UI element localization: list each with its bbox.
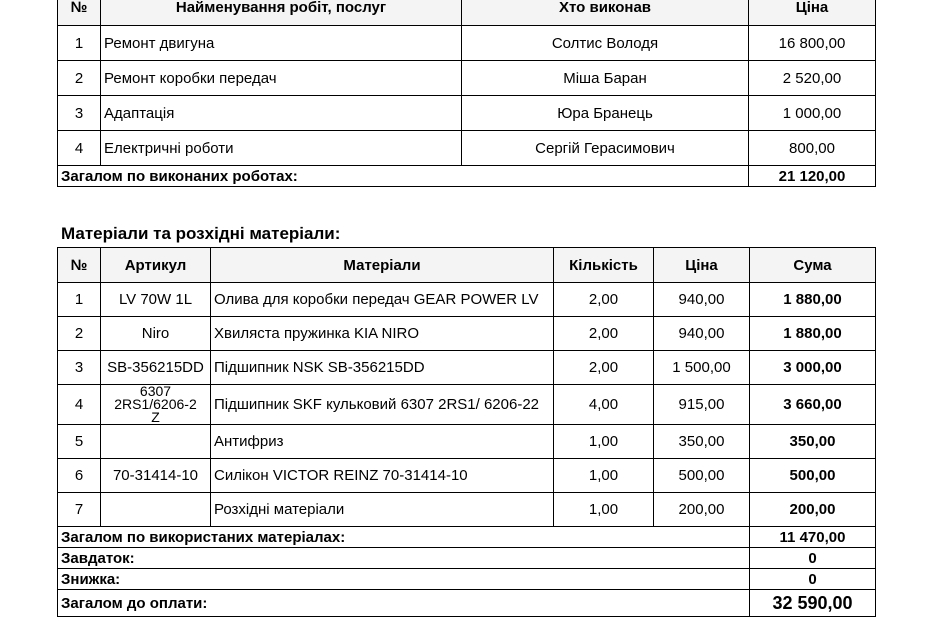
table-row <box>58 131 876 166</box>
materials-header-sku: Артикул <box>101 248 211 283</box>
work-number: 2 <box>58 61 101 96</box>
material-sku: Niro <box>101 317 211 351</box>
material-number: 4 <box>58 385 101 425</box>
material-name: Хвиляста пружинка KIA NIRO <box>211 317 554 351</box>
deposit-value: 0 <box>750 548 876 569</box>
works-header-price: Ціна <box>749 0 876 26</box>
material-name: Підшипник SKF кульковий 6307 2RS1/ 6206-22 <box>211 385 554 425</box>
material-name: Олива для коробки передач GEAR POWER LV <box>211 283 554 317</box>
work-price: 16 800,00 <box>749 26 876 61</box>
works-header-row <box>58 0 876 26</box>
materials-header-price: Ціна <box>654 248 750 283</box>
work-price: 1 000,00 <box>749 96 876 131</box>
material-sku-line: Z <box>151 409 160 425</box>
work-name: Ремонт коробки передач <box>101 61 462 96</box>
work-name: Адаптація <box>101 96 462 131</box>
materials-table <box>57 247 876 617</box>
work-price: 800,00 <box>749 131 876 166</box>
material-sku-line: 2RS1/6206-2 <box>114 396 197 412</box>
table-row <box>58 351 876 385</box>
materials-header-qty: Кількість <box>554 248 654 283</box>
material-sku <box>101 425 211 459</box>
materials-header-name: Матеріали <box>211 248 554 283</box>
material-sku <box>101 385 211 425</box>
table-row <box>58 26 876 61</box>
work-who: Юра Бранець <box>462 96 749 131</box>
work-price: 2 520,00 <box>749 61 876 96</box>
works-header-name: Найменування робіт, послуг <box>101 0 462 26</box>
material-number: 2 <box>58 317 101 351</box>
works-total-row <box>58 166 876 187</box>
material-sku: 70-31414-10 <box>101 459 211 493</box>
table-row <box>58 425 876 459</box>
table-row <box>58 459 876 493</box>
material-sku <box>101 493 211 527</box>
material-number: 5 <box>58 425 101 459</box>
table-row <box>58 96 876 131</box>
deposit-row <box>58 548 876 569</box>
table-row <box>58 385 876 425</box>
material-qty: 1,00 <box>554 459 654 493</box>
work-who: Солтис Володя <box>462 26 749 61</box>
material-qty: 2,00 <box>554 351 654 385</box>
material-price: 500,00 <box>654 459 750 493</box>
material-name: Силікон VICTOR REINZ 70-31414-10 <box>211 459 554 493</box>
material-price: 350,00 <box>654 425 750 459</box>
work-number: 1 <box>58 26 101 61</box>
materials-header-number: № <box>58 248 101 283</box>
grand-total-label: Загалом до оплати: <box>58 590 750 617</box>
material-number: 3 <box>58 351 101 385</box>
works-table <box>57 0 876 187</box>
works-total-value: 21 120,00 <box>749 166 876 187</box>
materials-title: Матеріали та розхідні матеріали: <box>61 224 341 243</box>
deposit-label: Завдаток: <box>58 548 750 569</box>
table-row <box>58 283 876 317</box>
work-name: Електричні роботи <box>101 131 462 166</box>
material-sum: 200,00 <box>750 493 876 527</box>
material-sum: 3 660,00 <box>750 385 876 425</box>
grand-total-row <box>58 590 876 617</box>
material-number: 7 <box>58 493 101 527</box>
material-price: 915,00 <box>654 385 750 425</box>
materials-total-value: 11 470,00 <box>750 527 876 548</box>
material-name: Підшипник NSK SB-356215DD <box>211 351 554 385</box>
table-row <box>58 317 876 351</box>
work-name: Ремонт двигуна <box>101 26 462 61</box>
table-row <box>58 61 876 96</box>
material-sku: SB-356215DD <box>101 351 211 385</box>
material-price: 1 500,00 <box>654 351 750 385</box>
material-qty: 1,00 <box>554 425 654 459</box>
work-who: Міша Баран <box>462 61 749 96</box>
discount-label: Знижка: <box>58 569 750 590</box>
materials-total-label: Загалом по використаних матеріалах: <box>58 527 750 548</box>
material-name: Антифриз <box>211 425 554 459</box>
material-qty: 2,00 <box>554 283 654 317</box>
material-price: 200,00 <box>654 493 750 527</box>
material-sum: 3 000,00 <box>750 351 876 385</box>
material-qty: 1,00 <box>554 493 654 527</box>
material-name: Розхідні матеріали <box>211 493 554 527</box>
material-sum: 500,00 <box>750 459 876 493</box>
material-sum: 350,00 <box>750 425 876 459</box>
material-number: 1 <box>58 283 101 317</box>
works-total-label: Загалом по виконаних роботах: <box>58 166 749 187</box>
table-row <box>58 493 876 527</box>
material-sum: 1 880,00 <box>750 283 876 317</box>
materials-header-sum: Сума <box>750 248 876 283</box>
works-header-who: Хто виконав <box>462 0 749 26</box>
material-sum: 1 880,00 <box>750 317 876 351</box>
discount-value: 0 <box>750 569 876 590</box>
material-price: 940,00 <box>654 283 750 317</box>
material-qty: 2,00 <box>554 317 654 351</box>
work-number: 4 <box>58 131 101 166</box>
work-number: 3 <box>58 96 101 131</box>
work-who: Сергій Герасимович <box>462 131 749 166</box>
material-number: 6 <box>58 459 101 493</box>
works-header-number: № <box>58 0 101 26</box>
material-price: 940,00 <box>654 317 750 351</box>
materials-header-row <box>58 248 876 283</box>
material-sku-line: 6307 <box>139 384 172 399</box>
material-qty: 4,00 <box>554 385 654 425</box>
materials-total-row <box>58 527 876 548</box>
grand-total-value: 32 590,00 <box>750 590 876 617</box>
discount-row <box>58 569 876 590</box>
material-sku: LV 70W 1L <box>101 283 211 317</box>
